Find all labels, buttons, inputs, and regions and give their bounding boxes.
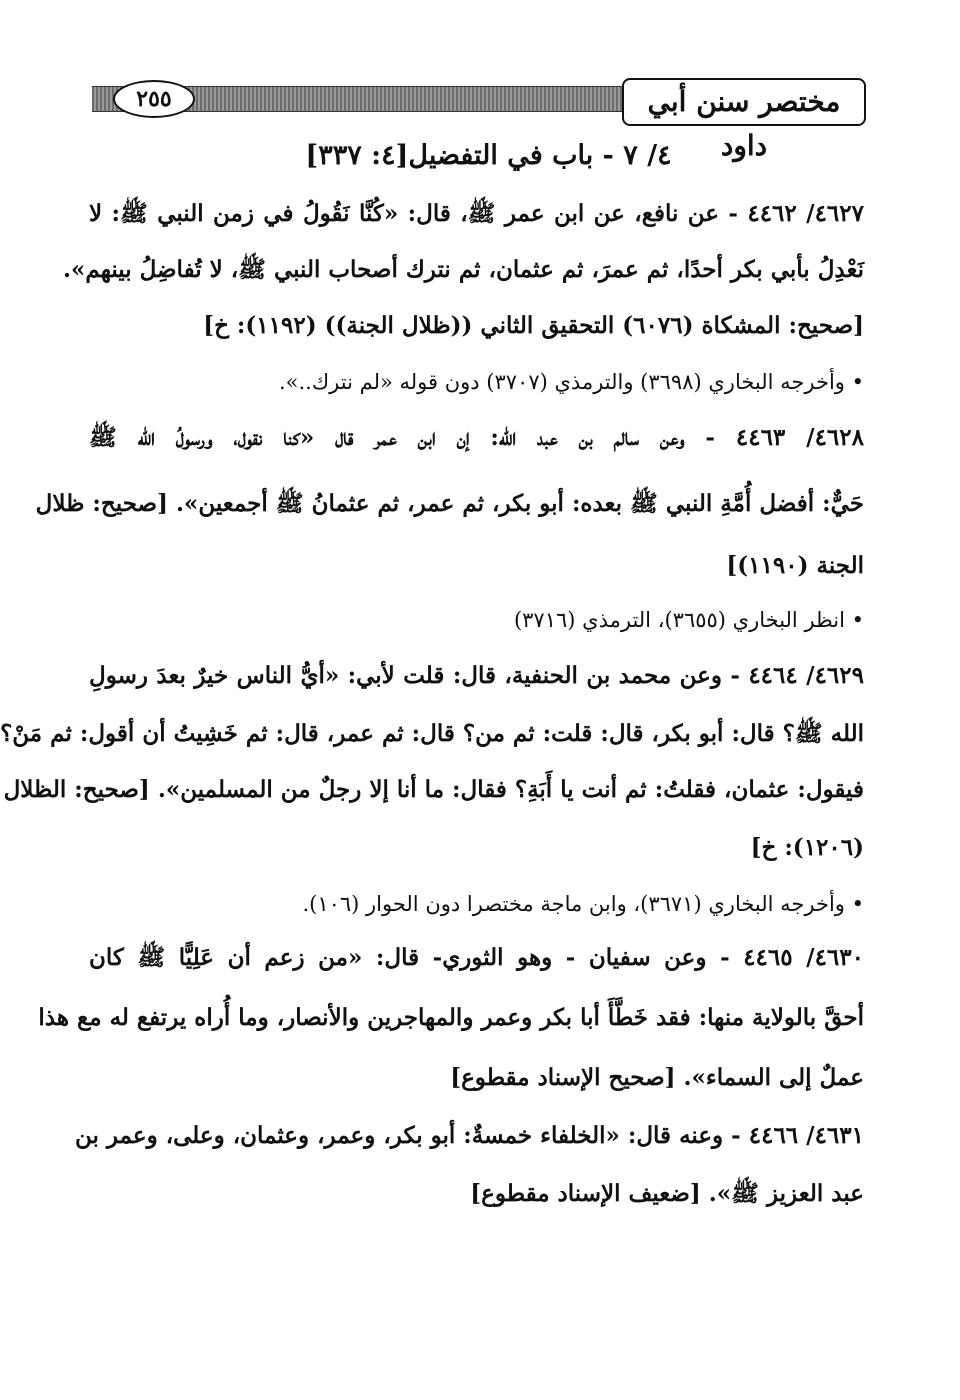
text-line: فيقول: عثمان، فقلتُ: ثم أنت يا أَبَةِ؟ فقال: ما أنا إلا رجلٌ من المسلمين». [صحيح: الظلال (3, 776, 864, 803)
text-line: نَعْدِلُ بأبي بكر أحدًا، ثم عمرَ، ثم عثمان، ثم نترك أصحاب النبي ﷺ، لا تُفاضِلُ بينهم». (63, 256, 864, 283)
takhrij-note: • انظر البخاري (٣٦٥٥)، الترمذي (٣٧١٦) (513, 608, 864, 632)
book-title: مختصر سنن أبي داود (622, 78, 866, 126)
page-number: ٢٥٥ (113, 80, 195, 118)
grading-line: عملٌ إلى السماء». [صحيح الإسناد مقطوع] (450, 1064, 864, 1091)
grading-line: [صحيح: المشكاة (٦٠٧٦) التحقيق الثاني ((ظلال الجنة)) (١١٩٢): خ] (203, 312, 864, 339)
takhrij-note: • وأخرجه البخاري (٣٦٩٨) والترمذي (٣٧٠٧) دون قوله «لم نترك..». (278, 370, 864, 394)
chapter-heading: ٤/ ٧ - باب في التفضيل[٤: ٣٣٧] (305, 140, 672, 171)
text-line: أحقَّ بالولاية منها: فقد خَطَّأَ أبا بكر وعمر والمهاجرين والأنصار، وما أُراه يرتفع له مع هذا (38, 1004, 864, 1031)
grading-line: الجنة (١١٩٠)] (726, 552, 864, 579)
text-line: ٤٦٢٨/ ٤٤٦٣ - وعن سالم بن عبد الله: إن ابن عمر قال «كنا نقول، ورسولُ الله ﷺ (89, 424, 864, 451)
takhrij-note: • وأخرجه البخاري (٣٦٧١)، وابن ماجة مختصرا دون الحوار (١٠٦). (302, 892, 864, 916)
text-line: حَيٌّ: أفضل أُمَّةِ النبي ﷺ بعده: أبو بكر، ثم عمر، ثم عثمانُ ﷺ أجمعين». [صحيح: ظلال (35, 490, 864, 517)
text-line: ٤٦٢٩/ ٤٤٦٤ - وعن محمد بن الحنفية، قال: قلت لأبي: «أيُّ الناس خيرٌ بعدَ رسولِ (89, 662, 864, 689)
text-line: ٤٦٢٧/ ٤٤٦٢ - عن نافع، عن ابن عمر ﷺ، قال: «كُنَّا نَقُولُ في زمن النبي ﷺ: لا (89, 200, 864, 227)
grading-line: (١٢٠٦): خ] (750, 834, 864, 861)
text-line: ٤٦٣٠/ ٤٤٦٥ - وعن سفيان - وهو الثوري- قال: «من زعم أن عَلِيًّا ﷺ كان (89, 944, 864, 971)
text-line: ٤٦٣١/ ٤٤٦٦ - وعنه قال: «الخلفاء خمسةٌ: أبو بكر، وعمر، وعثمان، وعلى، وعمر بن (74, 1122, 864, 1149)
grading-line: عبد العزيز ﷺ». [ضعيف الإسناد مقطوع] (470, 1180, 864, 1207)
text-line: الله ﷺ؟ قال: أبو بكر، قال: قلت: ثم من؟ قال: ثم عمر، قال: ثم خَشِيتُ أن أقول: ثم مَنْ؟ (0, 720, 864, 747)
